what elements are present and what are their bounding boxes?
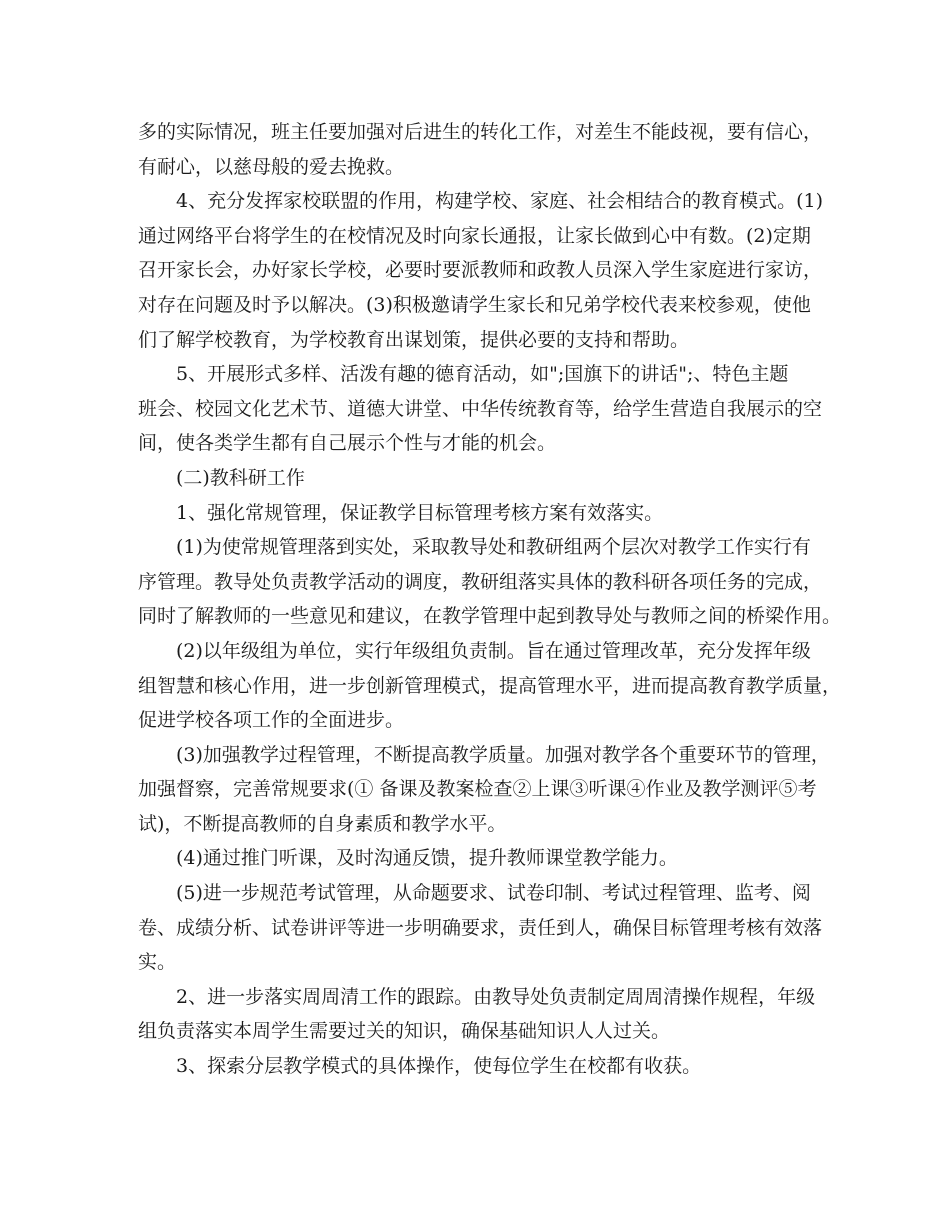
paragraph-line: 促进学校各项工作的全面进步。 — [138, 709, 405, 732]
paragraph-line: 同时了解教师的一些意见和建议，在教学管理中起到教导处与教师之间的桥梁作用。 — [138, 605, 842, 628]
paragraph-line: 班会、校园文化艺术节、道德大讲堂、中华传统教育等，给学生营造自我展示的空 — [138, 397, 823, 420]
paragraph-first-line: (1)为使常规管理落到实处，采取教导处和教研组两个层次对教学工作实行有 — [176, 536, 811, 559]
paragraph-line: 对存在问题及时予以解决。(3)积极邀请学生家长和兄弟学校代表来校参观，使他 — [138, 293, 811, 316]
paragraph-first-line: 2、进一步落实周周清工作的跟踪。由教导处负责制定周周清操作规程，年级 — [176, 985, 816, 1008]
paragraph-first-line: 5、开展形式多样、活泼有趣的德育活动，如";国旗下的讲话";、特色主题 — [176, 363, 789, 386]
paragraph-line: 通过网络平台将学生的在校情况及时向家长通报，让家长做到心中有数。(2)定期 — [138, 224, 811, 247]
paragraph-line: 组智慧和核心作用，进一步创新管理模式，提高管理水平，进而提高教育教学质量， — [138, 674, 842, 697]
paragraph-first-line: 1、强化常规管理，保证教学目标管理考核方案有效落实。 — [176, 501, 664, 524]
paragraph-line: 序管理。教导处负责教学活动的调度，教研组落实具体的教科研各项任务的完成， — [138, 570, 823, 593]
paragraph-line: 有耐心，以慈母般的爱去挽救。 — [138, 155, 405, 178]
document-body — [138, 115, 842, 1084]
paragraph-first-line: (二)教科研工作 — [176, 466, 305, 489]
paragraph-first-line: (4)通过推门听课，及时沟通反馈，提升教师课堂教学能力。 — [176, 847, 678, 870]
paragraph-line: 试)，不断提高教师的自身素质和教学水平。 — [138, 812, 507, 835]
paragraph-line: 实。 — [138, 951, 177, 974]
paragraph-line: 多的实际情况，班主任要加强对后进生的转化工作，对差生不能歧视，要有信心， — [138, 121, 823, 143]
paragraph-line: 组负责落实本周学生需要过关的知识，确保基础知识人人过关。 — [138, 1020, 671, 1043]
paragraph-line: 们了解学校教育，为学校教育出谋划策，提供必要的支持和帮助。 — [138, 328, 690, 351]
paragraph-first-line: (5)进一步规范考试管理，从命题要求、试卷印制、考试过程管理、监考、阅 — [176, 882, 811, 905]
paragraph-line: 召开家长会，办好家长学校，必要时要派教师和政教人员深入学生家庭进行家访， — [138, 259, 823, 282]
paragraph-first-line: 4、充分发挥家校联盟的作用，构建学校、家庭、社会相结合的教育模式。(1) — [176, 190, 824, 213]
paragraph-line: 加强督察，完善常规要求(① 备课及教案检查②上课③听课④作业及教学测评⑤考 — [138, 778, 817, 801]
paragraph-first-line: (2)以年级组为单位，实行年级组负责制。旨在通过管理改革，充分发挥年级 — [176, 639, 811, 662]
paragraph-first-line: 3、探索分层教学模式的具体操作，使每位学生在校都有收获。 — [176, 1055, 702, 1078]
paragraph-line: 卷、成绩分析、试卷讲评等进一步明确要求，责任到人，确保目标管理考核有效落 — [138, 916, 823, 939]
paragraph-first-line: (3)加强教学过程管理，不断提高教学质量。加强对教学各个重要环节的管理， — [176, 743, 830, 766]
paragraph-line: 间，使各类学生都有自己展示个性与才能的机会。 — [138, 432, 557, 455]
